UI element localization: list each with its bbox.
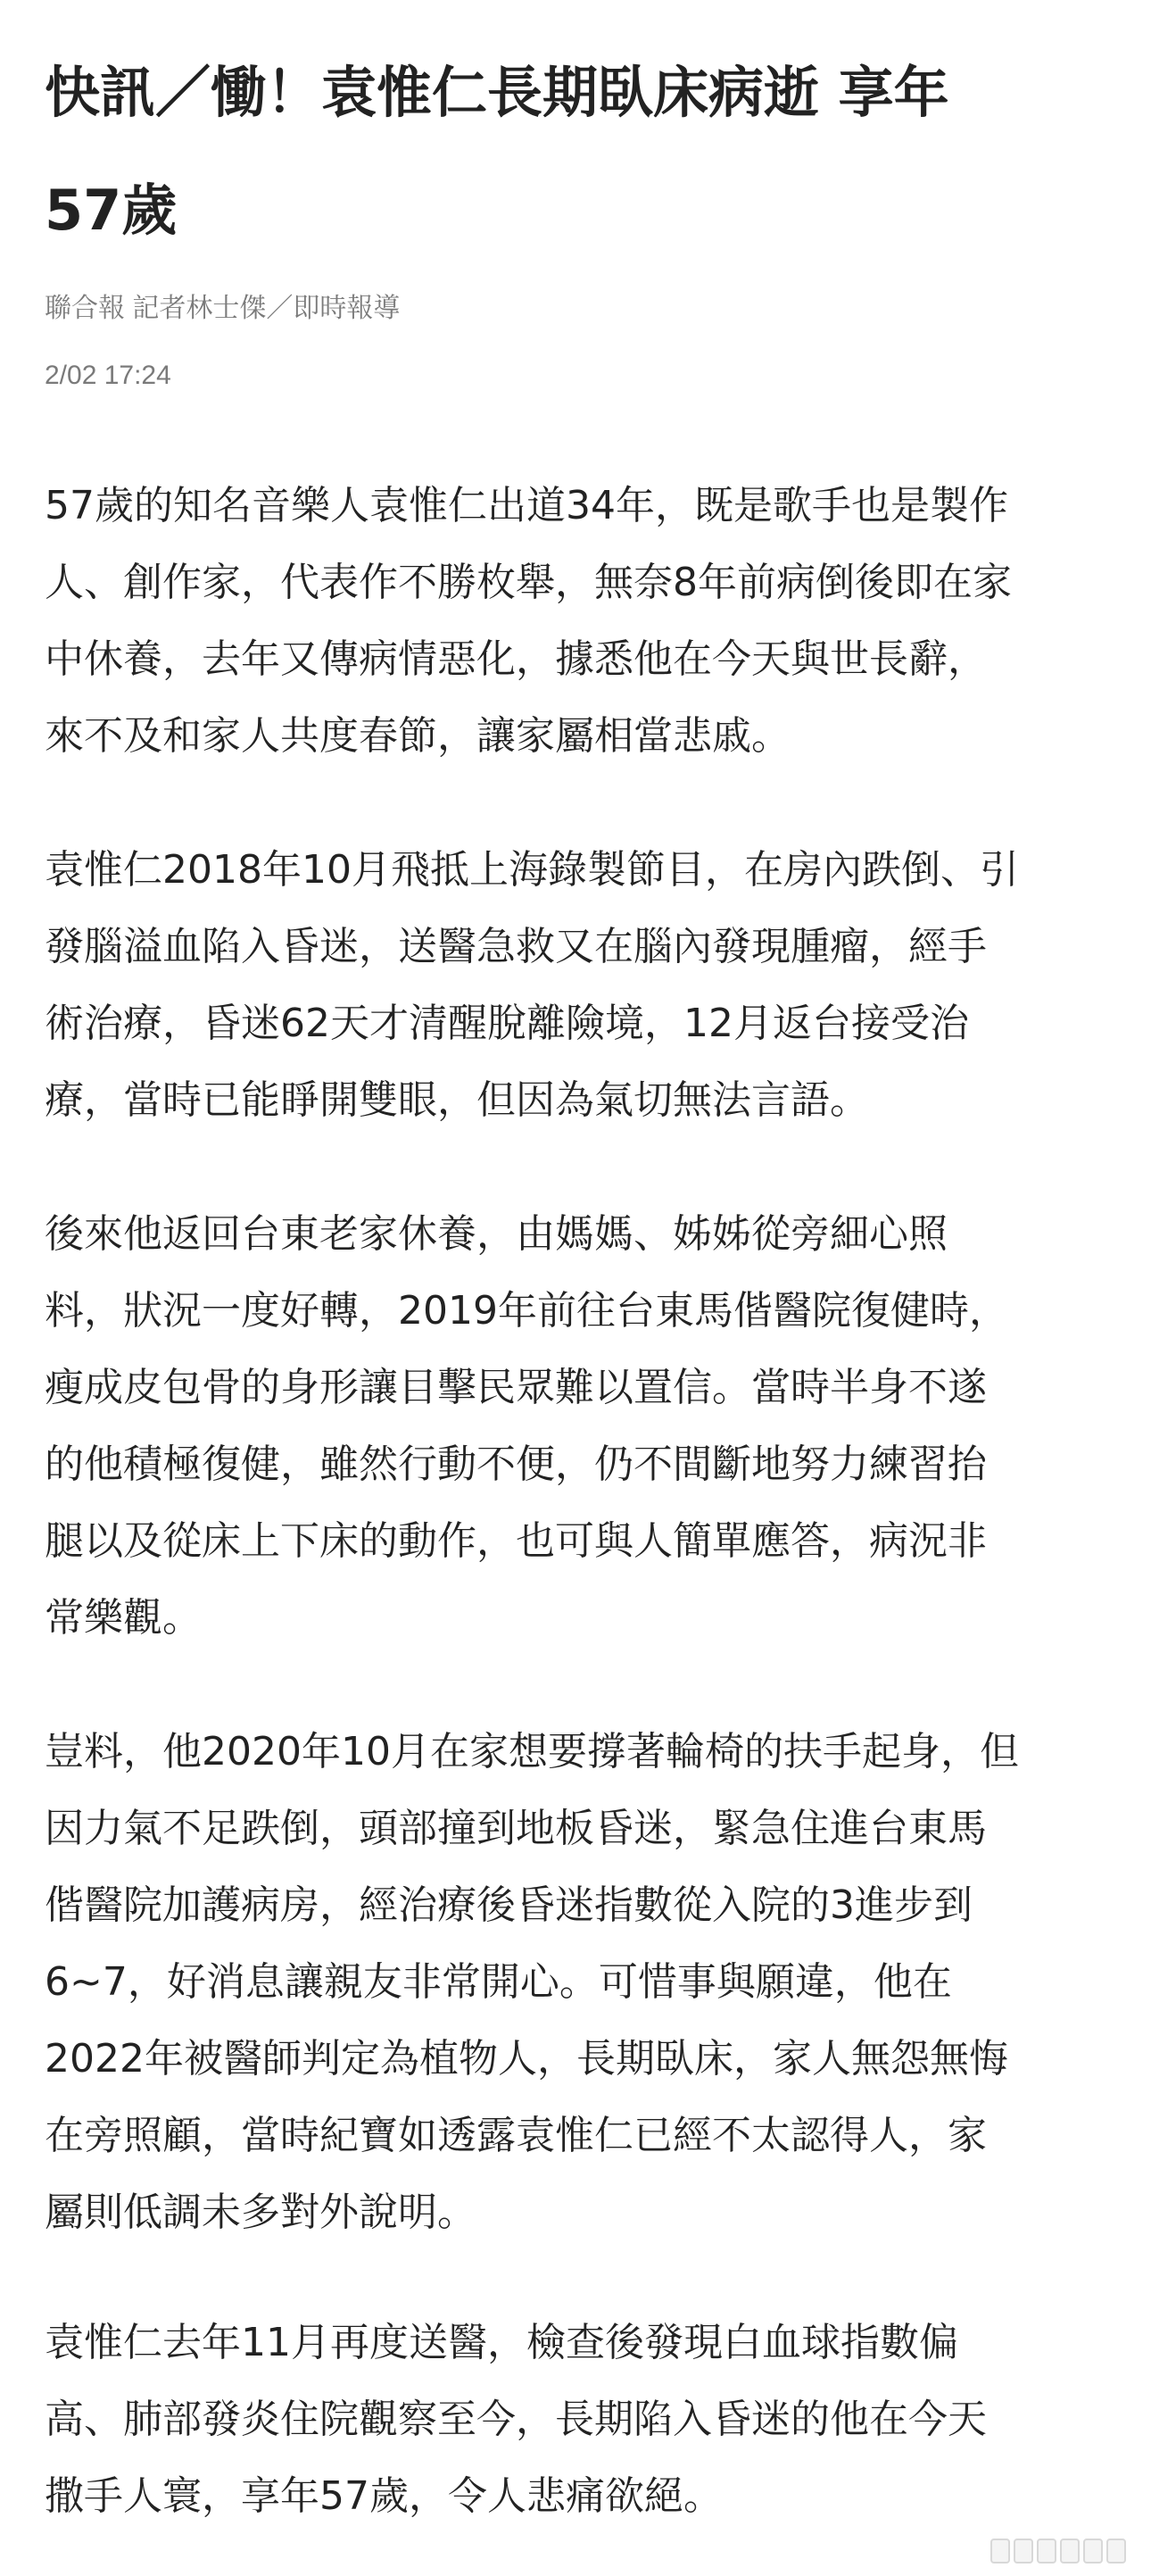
headline-line: 57歲 bbox=[45, 178, 178, 243]
paragraph-line: 6~7，好消息讓親友非常開心。可惜事與願違，他在 bbox=[45, 1959, 952, 2005]
paragraph-line: 撒手人寰，享年57歲，令人悲痛欲絕。 bbox=[45, 2473, 723, 2519]
paragraph-line: 中休養，去年又傳病情惡化，據悉他在今天與世長辭， bbox=[45, 636, 987, 682]
watermark-mark bbox=[1037, 2539, 1056, 2564]
paragraph-line: 袁惟仁2018年10月飛抵上海錄製節目，在房內跌倒、引 bbox=[45, 847, 1019, 893]
paragraph-line: 發腦溢血陷入昏迷，送醫急救又在腦內發現腫瘤，經手 bbox=[45, 924, 987, 969]
article-paragraph bbox=[45, 468, 1106, 775]
watermark-logo bbox=[990, 2535, 1130, 2564]
watermark-mark bbox=[1106, 2539, 1126, 2564]
article-headline bbox=[45, 34, 1115, 270]
article-timestamp: 2/02 17:24 bbox=[45, 361, 171, 390]
paragraph-line: 偕醫院加護病房，經治療後昏迷指數從入院的3進步到 bbox=[45, 1882, 973, 1928]
article-paragraph bbox=[45, 832, 1106, 1139]
paragraph-line: 瘦成皮包骨的身形讓目擊民眾難以置信。當時半身不遂 bbox=[45, 1365, 987, 1410]
paragraph-line: 57歲的知名音樂人袁惟仁出道34年，既是歌手也是製作 bbox=[45, 483, 1008, 528]
paragraph-line: 豈料，他2020年10月在家想要撐著輪椅的扶手起身，但 bbox=[45, 1729, 1019, 1774]
paragraph-line: 的他積極復健，雖然行動不便，仍不間斷地努力練習抬 bbox=[45, 1442, 987, 1487]
article-paragraph bbox=[45, 1196, 1106, 1657]
paragraph-line: 腿以及從床上下床的動作，也可與人簡單應答，病況非 bbox=[45, 1518, 987, 1564]
paragraph-line: 常樂觀。 bbox=[45, 1595, 202, 1641]
paragraph-line: 袁惟仁去年11月再度送醫，檢查後發現白血球指數偏 bbox=[45, 2320, 958, 2365]
paragraph-line: 療，當時已能睜開雙眼，但因為氣切無法言語。 bbox=[45, 1077, 869, 1123]
paragraph-line: 人、創作家，代表作不勝枚舉，無奈8年前病倒後即在家 bbox=[45, 560, 1012, 605]
watermark-mark bbox=[1060, 2539, 1080, 2564]
paragraph-line: 術治療，昏迷62天才清醒脫離險境，12月返台接受治 bbox=[45, 1001, 969, 1046]
watermark-mark bbox=[1083, 2539, 1103, 2564]
paragraph-line: 2022年被醫師判定為植物人，長期臥床，家人無怨無悔 bbox=[45, 2036, 1008, 2082]
paragraph-line: 來不及和家人共度春節，讓家屬相當悲戚。 bbox=[45, 713, 791, 759]
article-byline: 聯合報 記者林士傑／即時報導 bbox=[45, 294, 401, 323]
paragraph-line: 後來他返回台東老家休養，由媽媽、姊姊從旁細心照 bbox=[45, 1211, 948, 1257]
watermark-mark bbox=[990, 2539, 1010, 2564]
paragraph-line: 因力氣不足跌倒，頭部撞到地板昏迷，緊急住進台東馬 bbox=[45, 1806, 987, 1851]
headline-line: 快訊／慟！袁惟仁長期臥床病逝 享年 bbox=[45, 60, 949, 125]
paragraph-line: 料，狀況一度好轉，2019年前往台東馬偕醫院復健時， bbox=[45, 1288, 1008, 1334]
paragraph-line: 屬則低調未多對外說明。 bbox=[45, 2190, 476, 2235]
watermark-mark bbox=[1014, 2539, 1033, 2564]
article-paragraph bbox=[45, 1714, 1106, 2251]
article-paragraph bbox=[45, 2305, 1106, 2535]
paragraph-line: 高、肺部發炎住院觀察至今，長期陷入昏迷的他在今天 bbox=[45, 2397, 987, 2442]
paragraph-line: 在旁照顧，當時紀寶如透露袁惟仁已經不太認得人，家 bbox=[45, 2113, 987, 2158]
